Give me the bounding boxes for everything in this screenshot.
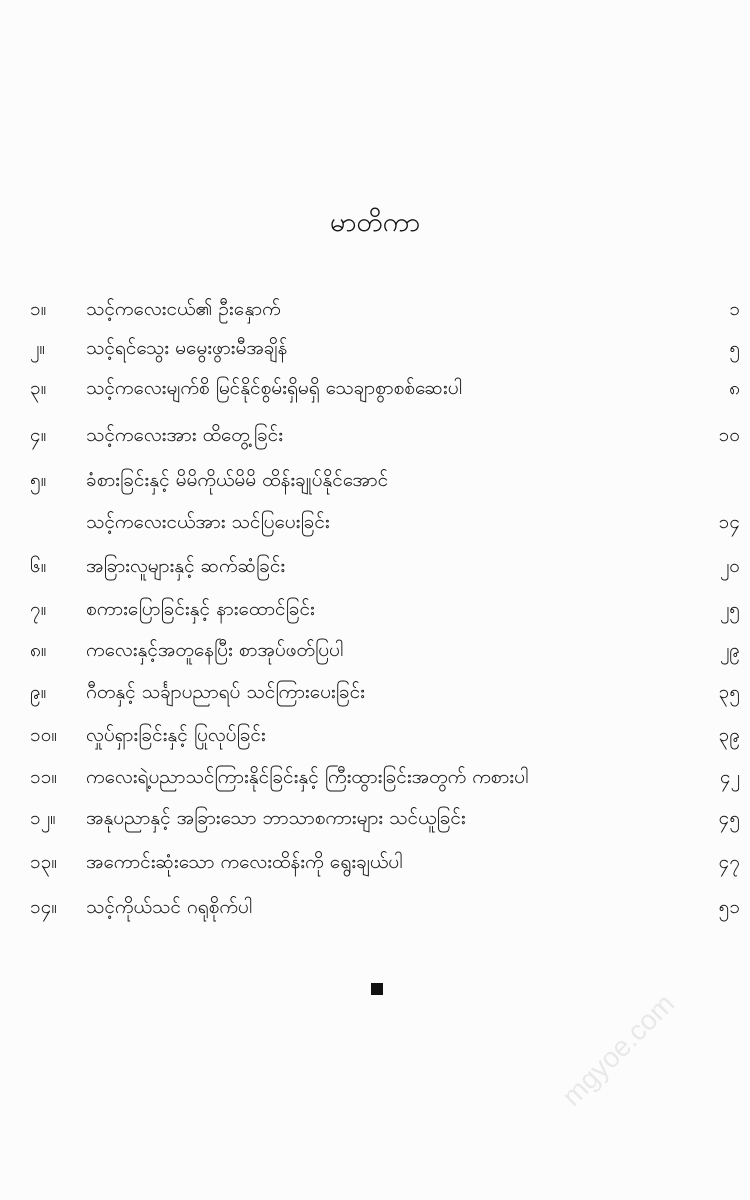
toc-entry-1 (30, 290, 740, 328)
entry-page-number: ၅၁ (718, 896, 740, 918)
entry-number: ၅။ (30, 469, 47, 491)
entry-number: ၃။ (30, 377, 47, 399)
toc-entry-4 (30, 416, 740, 454)
entry-number: ၁၀။ (30, 724, 58, 746)
entry-page-number: ၁ (729, 298, 740, 320)
entry-number: ၈။ (30, 639, 47, 661)
entry-title: ခံစားခြင်းနှင့် မိမိကိုယ်မိမိ ထိန်းချုပ်နိုင်အောင် (86, 469, 389, 491)
toc-entry-9 (30, 673, 740, 711)
watermark-text: mgyoe.com (556, 987, 681, 1112)
entry-title: ဂီတနှင့် သင်္ချာပညာရပ် သင်ကြားပေးခြင်း (86, 681, 365, 703)
entry-title: သင့်ရင်သွေး မမွေးဖွားမီအချိန် (86, 337, 288, 359)
entry-page-number: ၂၉ (719, 639, 740, 661)
entry-number: ၄။ (30, 424, 47, 446)
entry-title: သင့်ကိုယ်သင် ဂရုစိုက်ပါ (86, 896, 253, 918)
entry-title: အကောင်းဆုံးသော ကလေးထိန်းကို ရွေးချယ်ပါ (86, 851, 403, 873)
entry-title: ကလေးနှင့်အတူနေပြီး စာအုပ်ဖတ်ပြပါ (86, 639, 344, 661)
toc-entry-3 (30, 369, 740, 407)
entry-title: အနုပညာနှင့် အခြားသော ဘာသာစကားများ သင်ယူခြင်း (86, 807, 466, 829)
entry-page-number: ၈ (729, 377, 740, 399)
toc-entry-5 (30, 461, 740, 541)
entry-page-number: ၂၀ (719, 555, 740, 577)
entry-number: ၁၃။ (30, 851, 58, 873)
entry-title-continuation: သင့်ကလေးငယ်အား သင်ပြပေးခြင်း (86, 511, 330, 533)
entry-title: စကားပြောခြင်းနှင့် နားထောင်ခြင်း (86, 598, 315, 620)
page-title: မာတိကာ (329, 207, 421, 238)
toc-entry-14 (30, 888, 740, 926)
entry-number: ၆။ (30, 555, 47, 577)
entry-page-number: ၃၅ (718, 681, 740, 703)
toc-entry-10 (30, 716, 740, 754)
entry-page-number: ၄၂ (719, 766, 740, 788)
entry-page-number: ၃၉ (718, 724, 740, 746)
toc-entry-7 (30, 590, 740, 628)
entry-title: သင့်ကလေးအား ထိတွေ့ခြင်း (86, 424, 284, 446)
entry-number: ၁၁။ (30, 766, 58, 788)
entry-title: သင့်ကလေးငယ်၏ ဦးနှောက် (86, 298, 281, 320)
entry-page-number: ၂၅ (719, 598, 740, 620)
entry-number: ၁၂။ (30, 807, 56, 829)
entry-page-number: ၅ (729, 337, 740, 359)
toc-entry-2 (30, 329, 740, 367)
toc-entry-8 (30, 631, 740, 669)
entry-number: ၉။ (30, 681, 47, 703)
entry-number: ၁။ (30, 298, 47, 320)
entry-page-number: ၁၀ (718, 424, 740, 446)
entry-page-number: ၄၇ (718, 851, 740, 873)
entry-title: ကလေးရဲ့ပညာသင်ကြားနိုင်ခြင်းနှင့် ကြီးထွားခြင်းအတွက် ကစားပါ (86, 766, 529, 788)
entry-page-number: ၁၄ (718, 511, 740, 533)
toc-entry-11 (30, 758, 740, 796)
toc-entry-6 (30, 547, 740, 585)
entry-number: ၂။ (30, 337, 46, 359)
entry-title: အခြားလူများနှင့် ဆက်ဆံခြင်း (86, 555, 286, 577)
toc-entry-12 (30, 799, 740, 837)
end-of-section-marker (371, 983, 383, 995)
entry-title: သင့်ကလေးမျက်စိ မြင်နိုင်စွမ်းရှိမရှိ သေချာစွာစစ်ဆေးပါ (86, 377, 462, 399)
entry-page-number: ၄၅ (718, 807, 740, 829)
entry-number: ၁၄။ (30, 896, 58, 918)
toc-entry-13 (30, 843, 740, 881)
entry-title: လှုပ်ရှားခြင်းနှင့် ပြုလုပ်ခြင်း (86, 724, 266, 746)
entry-number: ၇။ (30, 598, 47, 620)
